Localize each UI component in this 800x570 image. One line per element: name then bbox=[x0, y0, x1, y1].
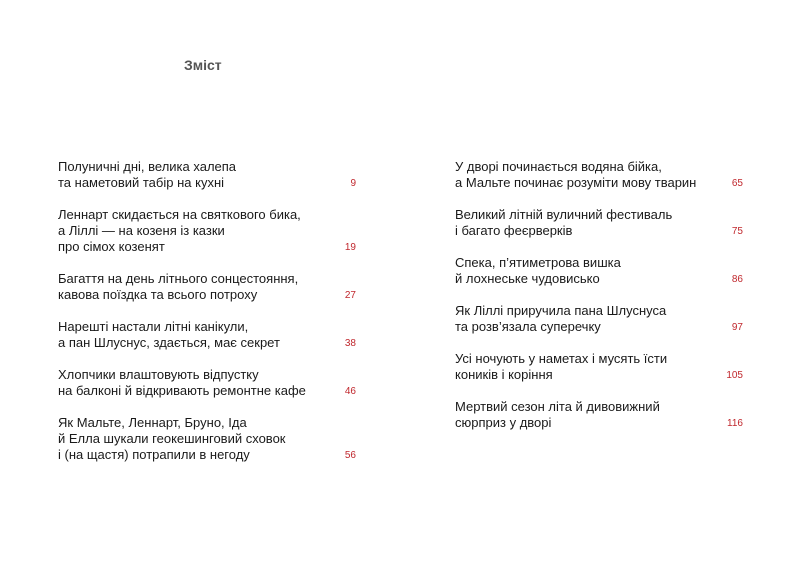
toc-entry bbox=[455, 159, 743, 191]
toc-entry-page: 38 bbox=[344, 338, 356, 349]
toc-entry-page: 19 bbox=[344, 242, 356, 253]
toc-entry bbox=[455, 207, 743, 239]
toc-entry bbox=[455, 303, 743, 335]
toc-entry-title: Полуничні дні, велика халепа та наметовий табір на кухні bbox=[58, 159, 237, 190]
toc-entry-page: 65 bbox=[731, 178, 743, 189]
toc-entry-title: Як Ліллі приручила пана Шлуснуса та розв’язала суперечку bbox=[455, 303, 667, 334]
toc-entry-title: Мертвий сезон літа й дивовижний сюрприз у дворі bbox=[455, 399, 660, 430]
toc-entry bbox=[58, 159, 356, 191]
toc-entry-page: 86 bbox=[731, 274, 743, 285]
toc-entry-page: 27 bbox=[344, 290, 356, 301]
toc-entry-page: 46 bbox=[344, 386, 356, 397]
toc-entry-title: У дворі починається водяна бійка, а Мальте починає розуміти мову тварин bbox=[455, 159, 697, 190]
toc-entry-page: 105 bbox=[726, 370, 743, 381]
toc-entry bbox=[58, 207, 356, 255]
toc-entry-page: 75 bbox=[731, 226, 743, 237]
toc-entry bbox=[455, 399, 743, 431]
toc-entry-title: Нарешті настали літні канікули, а пан Шлуснус, здається, має секрет bbox=[58, 319, 280, 350]
toc-entry bbox=[58, 367, 356, 399]
toc-entry-title: Усі ночують у наметах і мусять їсти коників і коріння bbox=[455, 351, 668, 382]
toc-column-right bbox=[455, 159, 743, 447]
toc-entry-page: 9 bbox=[350, 178, 356, 189]
toc-entry bbox=[58, 319, 356, 351]
toc-entry-title: Хлопчики влаштовують відпустку на балконі й відкривають ремонтне кафе bbox=[58, 367, 306, 398]
toc-entry bbox=[58, 415, 356, 463]
toc-entry-title: Спека, п’ятиметрова вишка й лохнеське чудовисько bbox=[455, 255, 621, 286]
toc-entry-title: Леннарт скидається на святкового бика, а Ліллі — на козеня із казки про сімох козенят bbox=[58, 207, 301, 254]
toc-column-left bbox=[58, 159, 356, 479]
toc-entry bbox=[455, 351, 743, 383]
toc-entry-title: Багаття на день літнього сонцестояння, кавова поїздка та всього потроху bbox=[58, 271, 299, 302]
toc-entry-page: 116 bbox=[727, 418, 743, 429]
toc-entry-page: 97 bbox=[731, 322, 743, 333]
toc-entry-title: Як Мальте, Леннарт, Бруно, Іда й Елла шукали геокешинговий сховок і (на щастя) потрапили в негоду bbox=[58, 415, 286, 462]
toc-entry bbox=[58, 271, 356, 303]
toc-heading: Зміст bbox=[184, 57, 222, 73]
toc-entry-title: Великий літній вуличний фестиваль і багато феєрверків bbox=[455, 207, 673, 238]
toc-entry bbox=[455, 255, 743, 287]
toc-entry-page: 56 bbox=[344, 450, 356, 461]
